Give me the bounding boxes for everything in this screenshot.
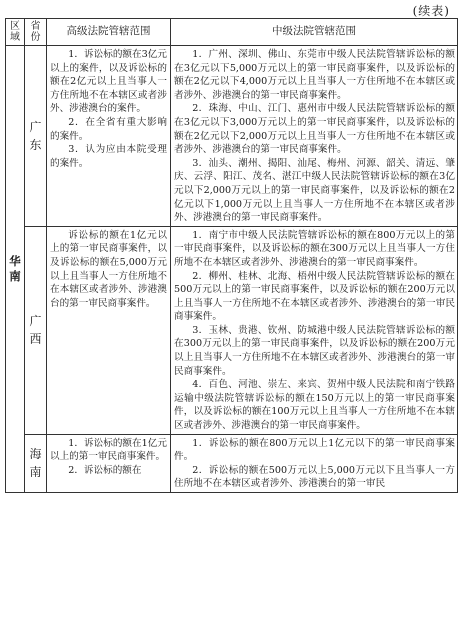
region-cell [6,46,25,493]
high-court-item: 2．在全省有重大影响的案件。 [50,116,167,142]
mid-court-item: 1．诉讼标的额在800万元以上1亿元以下的第一审民商事案件。 [174,437,455,463]
mid-court-item: 1．广州、深圳、佛山、东莞市中级人民法院管辖诉讼标的额在3亿元以下5,000万元以上的第一审民商事案件，以及诉讼标的额在2亿元以下4,000万元以上且当事人一方住所地不在本辖区或者涉外、涉港澳台的第一审民商事案件。 [174,49,455,101]
mid-court-cell [171,46,458,227]
continued-label: (续表) [412,4,450,18]
header-mid-court: 中级法院管辖范围 [171,19,458,46]
high-court-cell [47,434,171,492]
province-cell [25,434,47,492]
table-row [6,434,458,492]
header-region: 区域 [6,19,25,46]
province-cell [25,226,47,434]
mid-court-item: 3．玉林、贵港、钦州、防城港中级人民法院管辖诉讼标的额在300万元以上的第一审民商事案件，以及诉讼标的额在200万元以上且当事人一方住所地不在本辖区或者涉外、涉港澳台的第一审民商事案件。 [174,324,455,377]
table-row [6,46,458,227]
header-high-court: 高级法院管辖范围 [47,19,171,46]
high-court-item: 1．诉讼标的额在3亿元以上的案件，以及诉讼标的额在2亿元以上且当事人一方住所地不在本辖区或者涉外、涉港澳台的案件。 [50,49,167,115]
mid-court-item: 3．汕头、潮州、揭阳、汕尾、梅州、河源、韶关、清远、肇庆、云浮、阳江、茂名、湛江中级人民法院管辖诉讼标的额在3亿元以下2,000万元以上的第一审民商事案件，以及诉讼标的额在2亿元以下1,000万元以上且当事人一方住所地不在本辖区或者涉外、涉港澳台的第一审民商事案件。 [174,157,455,224]
table-header-row [6,19,458,46]
table-row [6,226,458,434]
province-name: 广东 [29,119,42,152]
high-court-cell [47,46,171,227]
province-cell [25,46,47,227]
mid-court-item: 2．珠海、中山、江门、惠州市中级人民法院管辖诉讼标的额在3亿元以下3,000万元以上的第一审民商事案件，以及诉讼标的额在2亿元以下2,000万元以上且当事人一方住所地不在本辖区或者涉外、涉港澳台的第一审民商事案件。 [174,103,455,156]
mid-court-item: 4．百色、河池、崇左、来宾、贺州中级人民法院和南宁铁路运输中级法院管辖诉讼标的额在150万元以上的第一审民商事案件，以及诉讼标的额在100万元以上且当事人一方住所地不在本辖区或者涉外、涉港澳台的第一审民商事案件。 [174,379,455,432]
province-name: 广西 [29,314,42,347]
jurisdiction-table [5,18,458,493]
high-court-item: 2．诉讼标的额在 [68,464,142,476]
high-court-item: 1．诉讼标的额在1亿元以上的第一审民商事案件。 [50,437,167,463]
region-name: 华南 [9,254,21,283]
mid-court-item: 2．诉讼标的额在500万元以上5,000万元以下且当事人一方住所地不在本辖区或者涉外、涉港澳台的第一审民 [174,464,455,490]
high-court-cell [47,226,171,434]
mid-court-cell [171,226,458,434]
mid-court-cell [171,434,458,492]
high-court-item: 诉讼标的额在1亿元以上的第一审民商事案件，以及诉讼标的额在5,000万元以上且当事人一方住所地不在本辖区或者涉外、涉港澳台的第一审民商事案件。 [50,229,167,309]
header-province: 省份 [25,19,47,46]
province-name: 海南 [29,447,42,480]
mid-court-item: 1．南宁市中级人民法院管辖诉讼标的额在800万元以上的第一审民商事案件，以及诉讼标的额在300万元以上且当事人一方住所地不在本辖区或者涉外、涉港澳台的第一审民商事案件。 [174,229,455,268]
high-court-item: 3．认为应由本院受理的案件。 [50,144,167,169]
mid-court-item: 2．柳州、桂林、北海、梧州中级人民法院管辖诉讼标的额在500万元以上的第一审民商事案件，以及诉讼标的额在200万元以上且当事人一方住所地不在本辖区或者涉外、涉港澳台的第一审民商事案件。 [174,270,455,323]
